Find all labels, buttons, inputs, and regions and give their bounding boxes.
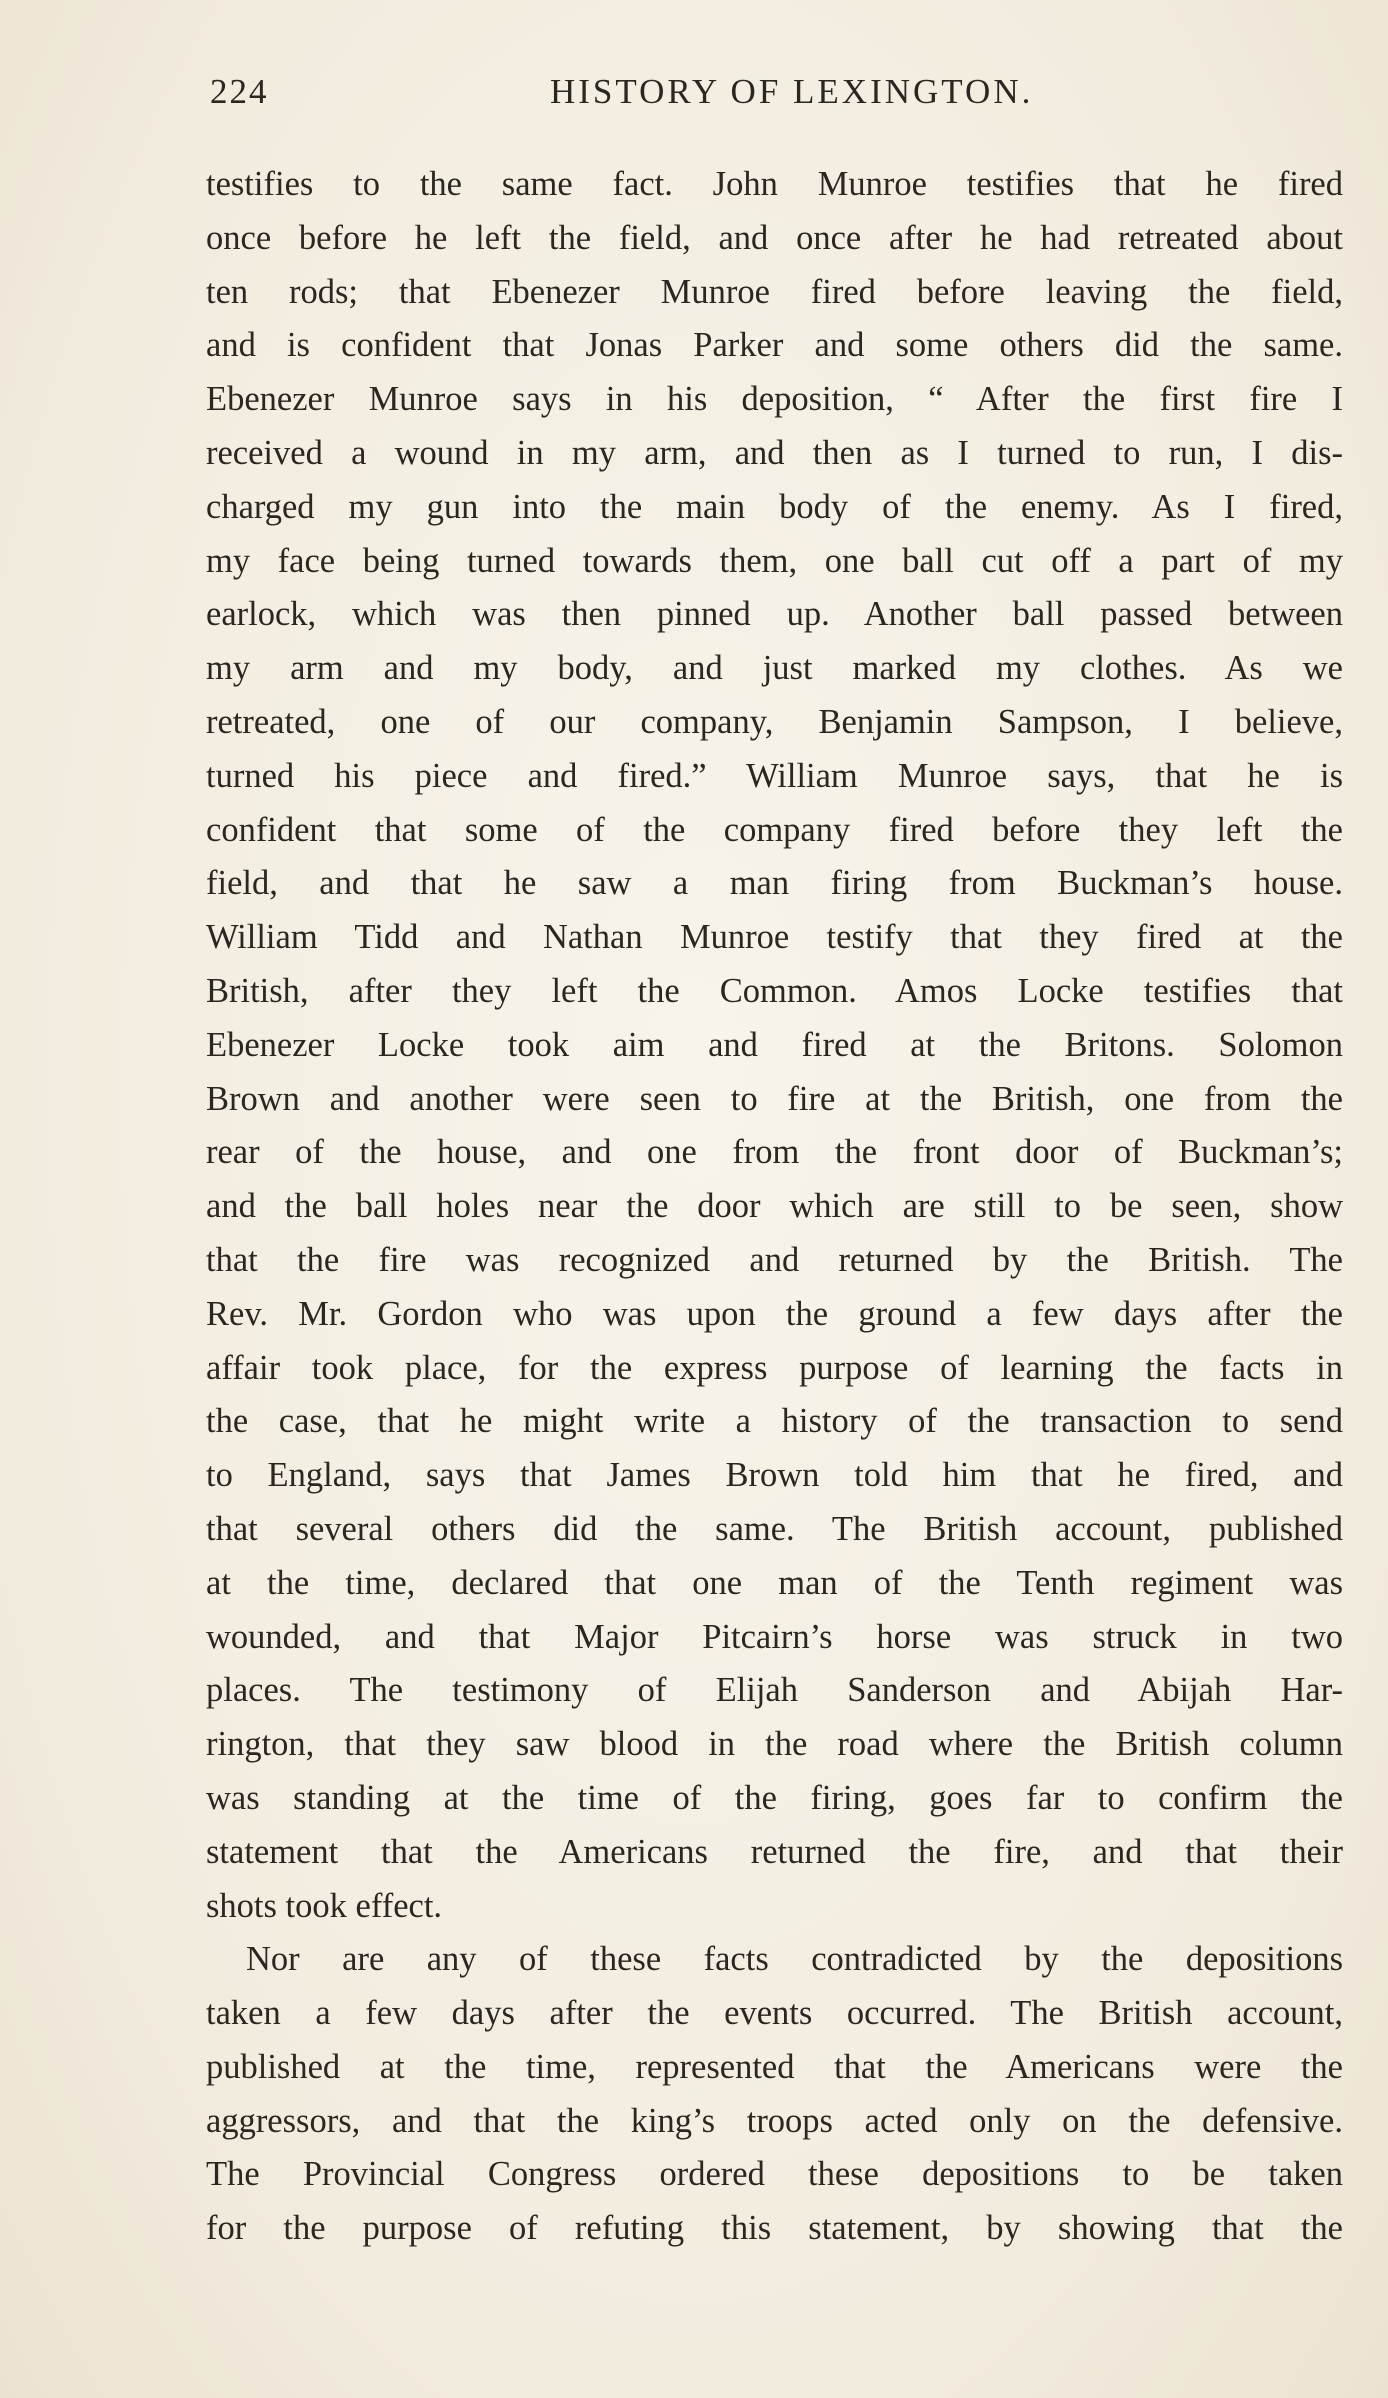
running-title: HISTORY OF LEXINGTON. <box>550 72 1034 111</box>
text-line: my arm and my body, and just marked my clothes. As we <box>206 649 1343 688</box>
text-line: and the ball holes near the door which are still to be seen, show <box>206 1187 1343 1226</box>
text-line: retreated, one of our company, Benjamin Sampson, I believe, <box>206 702 1343 741</box>
text-line: charged my gun into the main body of the enemy. As I fired, <box>206 487 1343 526</box>
text-line: for the purpose of refuting this statement, by showing that the <box>206 2209 1343 2248</box>
paragraph-start-line: Nor are any of these facts contradicted by the depositions <box>246 1940 1343 1979</box>
text-line: testifies to the same fact. John Munroe testifies that he fired <box>206 165 1343 203</box>
text-line: affair took place, for the express purpose of learning the facts in <box>206 1348 1343 1387</box>
text-line: that several others did the same. The British account, published <box>206 1509 1343 1548</box>
text-line: published at the time, represented that the Americans were the <box>206 2047 1343 2086</box>
text-line: William Tidd and Nathan Munroe testify that they fired at the <box>206 918 1343 957</box>
text-line: wounded, and that Major Pitcairn’s horse was struck in two <box>206 1617 1343 1656</box>
text-line: earlock, which was then pinned up. Another ball passed between <box>206 595 1343 634</box>
text-line: to England, says that James Brown told him that he fired, and <box>206 1456 1343 1495</box>
text-line: once before he left the field, and once after he had retreated about <box>206 218 1343 257</box>
text-line: British, after they left the Common. Amos Locke testifies that <box>206 971 1343 1010</box>
text-line: field, and that he saw a man firing from Buckman’s house. <box>206 864 1343 903</box>
text-line: rear of the house, and one from the front door of Buckman’s; <box>206 1133 1343 1172</box>
text-line: rington, that they saw blood in the road where the British column <box>206 1725 1343 1764</box>
text-line: taken a few days after the events occurred. The British account, <box>206 1994 1343 2033</box>
text-line: and is confident that Jonas Parker and some others did the same. <box>206 326 1343 365</box>
body-text <box>206 158 1343 2256</box>
text-line: Ebenezer Munroe says in his deposition, “ After the first fire I <box>206 380 1343 419</box>
paragraph-end-line: shots took effect. <box>206 1886 443 1925</box>
text-line: the case, that he might write a history of the transaction to send <box>206 1402 1343 1441</box>
text-line: turned his piece and fired.” William Munroe says, that he is <box>206 756 1343 795</box>
text-line: ten rods; that Ebenezer Munroe fired before leaving the field, <box>206 272 1343 311</box>
page-number: 224 <box>210 72 269 111</box>
text-line: at the time, declared that one man of the Tenth regiment was <box>206 1563 1343 1602</box>
text-line: Rev. Mr. Gordon who was upon the ground a few days after the <box>206 1294 1343 1333</box>
text-line: Ebenezer Locke took aim and fired at the Britons. Solomon <box>206 1025 1343 1064</box>
text-line: Brown and another were seen to fire at the British, one from the <box>206 1079 1343 1118</box>
text-line: The Provincial Congress ordered these depositions to be taken <box>206 2155 1343 2194</box>
text-line: aggressors, and that the king’s troops acted only on the defensive. <box>206 2101 1343 2140</box>
text-line: confident that some of the company fired before they left the <box>206 810 1343 849</box>
text-line: received a wound in my arm, and then as I turned to run, I dis- <box>206 433 1343 472</box>
text-line: my face being turned towards them, one ball cut off a part of my <box>206 541 1343 580</box>
page-header <box>210 72 1340 122</box>
text-line: was standing at the time of the firing, goes far to confirm the <box>206 1778 1343 1817</box>
text-line: that the fire was recognized and returned by the British. The <box>206 1240 1343 1279</box>
text-line: statement that the Americans returned the fire, and that their <box>206 1832 1343 1871</box>
text-line: places. The testimony of Elijah Sanderson and Abijah Har- <box>206 1671 1343 1710</box>
